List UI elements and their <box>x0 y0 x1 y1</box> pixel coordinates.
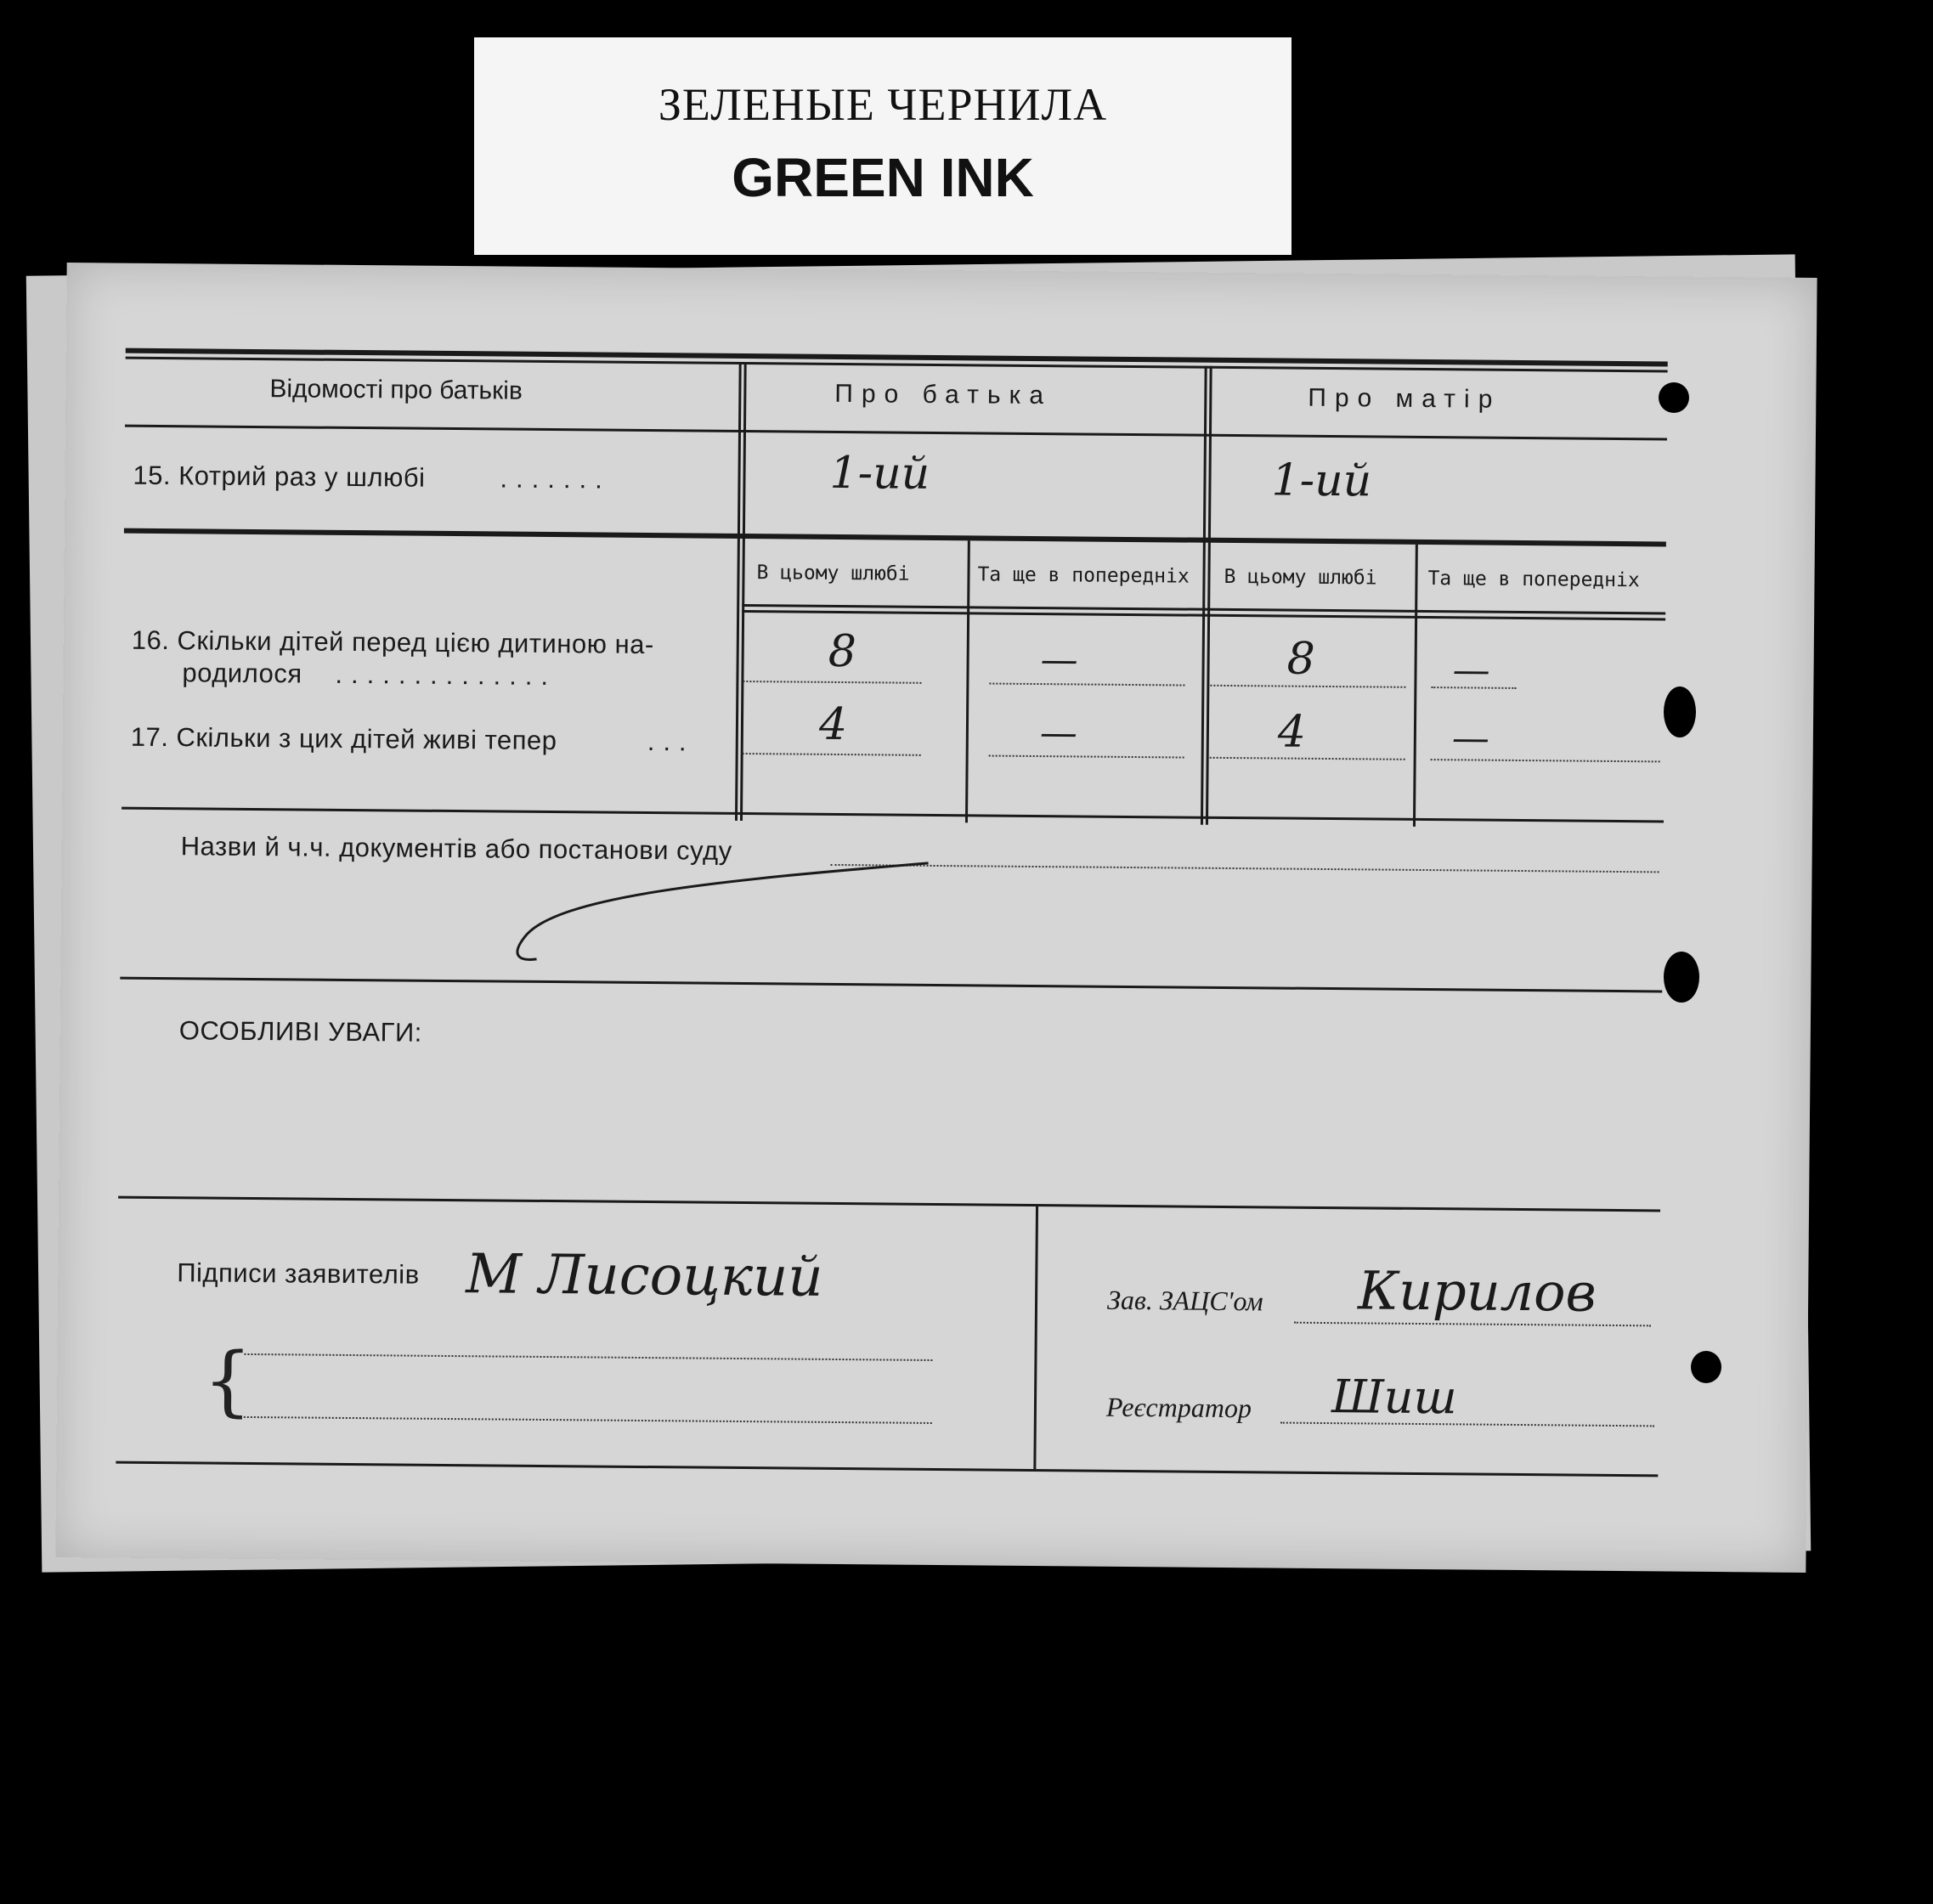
head-label: Зав. ЗАЦС'ом <box>1106 1284 1263 1317</box>
documents-bottom-rule <box>120 977 1662 993</box>
row16-mother-this-value: 8 <box>1286 633 1316 685</box>
header-about-father: Про батька <box>834 379 1053 410</box>
row17-mother-this-value: 4 <box>1277 706 1307 758</box>
row16-label-line2: родилося <box>182 658 302 689</box>
applicant-line-2 <box>244 1416 932 1424</box>
row17-leader: ... <box>647 726 695 757</box>
form-sheet <box>55 263 1817 1573</box>
row16-label-line1: 16. Скільки дітей перед цією дитиною на- <box>131 624 654 660</box>
documents-line <box>831 864 1659 873</box>
archive-label-card <box>474 37 1291 255</box>
row16-mother-this-line <box>1210 685 1405 688</box>
row17-mother-prev-value: — <box>1451 716 1490 760</box>
documents-label: Назви й ч.ч. документів або постанови суду <box>180 831 732 866</box>
registrar-signature: Шиш <box>1331 1370 1457 1425</box>
subheader-father-previous: Та ще в попередніх <box>977 563 1190 588</box>
applicant-signature: М Лисоцкий <box>465 1243 823 1309</box>
row17-bottom-rule <box>122 807 1664 823</box>
special-notes-label: ОСОБЛИВІ УВАГИ: <box>178 1015 422 1048</box>
row15-label: 15. Котрий раз у шлюбі <box>133 460 426 493</box>
documents-dash-stroke <box>503 845 946 968</box>
row15-mother-value: 1-ий <box>1271 455 1372 507</box>
header-about-mother: Про матір <box>1308 383 1501 414</box>
row15-father-value: 1-ий <box>829 447 930 500</box>
row17-father-this-value: 4 <box>818 698 848 751</box>
row16-father-prev-line <box>989 683 1184 686</box>
row17-father-prev-value: — <box>1039 711 1078 755</box>
row16-father-this-value: 8 <box>828 625 857 678</box>
row15-leader: ....... <box>500 463 611 494</box>
applicant-line-1 <box>244 1353 932 1361</box>
row16-mother-prev-value: — <box>1452 648 1490 692</box>
registrar-signature-line <box>1280 1422 1654 1427</box>
row16-father-this-line <box>743 681 921 684</box>
row17-father-this-line <box>743 753 921 756</box>
row16-leader: .............. <box>335 658 557 692</box>
row17-mother-this-line <box>1210 757 1405 760</box>
row16-father-prev-value: — <box>1040 638 1078 682</box>
subcol-sep-father <box>965 540 970 822</box>
subheader-mother-previous: Та ще в попередніх <box>1427 568 1640 592</box>
head-signature-line <box>1294 1322 1651 1327</box>
row15-bottom-rule <box>124 528 1666 547</box>
notes-bottom-rule <box>118 1196 1660 1212</box>
bottom-rule <box>116 1461 1658 1477</box>
applicants-brace: { <box>202 1336 252 1426</box>
row17-father-prev-line <box>989 755 1184 759</box>
head-signature: Кирилов <box>1357 1259 1597 1324</box>
header-parents-info: Відомості про батьків <box>269 375 523 405</box>
header-bottom-rule <box>125 425 1667 441</box>
punch-hole <box>1664 952 1699 1003</box>
label-english: GREEN INK <box>732 147 1034 208</box>
applicants-label: Підписи заявителів <box>177 1257 420 1290</box>
punch-hole <box>1659 382 1689 413</box>
punch-hole <box>1664 686 1696 737</box>
signatures-divider <box>1033 1206 1038 1469</box>
registrar-label: Реєстратор <box>1105 1391 1252 1424</box>
subcol-sep-mother <box>1413 545 1418 827</box>
subheader-mother-this: В цьому шлюбі <box>1224 565 1377 590</box>
subheader-father-this: В цьому шлюбі <box>756 562 910 585</box>
row17-label: 17. Скільки з цих дітей живі тепер <box>130 721 557 756</box>
punch-hole <box>1691 1351 1721 1383</box>
label-russian: ЗЕЛЕНЫЕ ЧЕРНИЛА <box>658 79 1108 130</box>
